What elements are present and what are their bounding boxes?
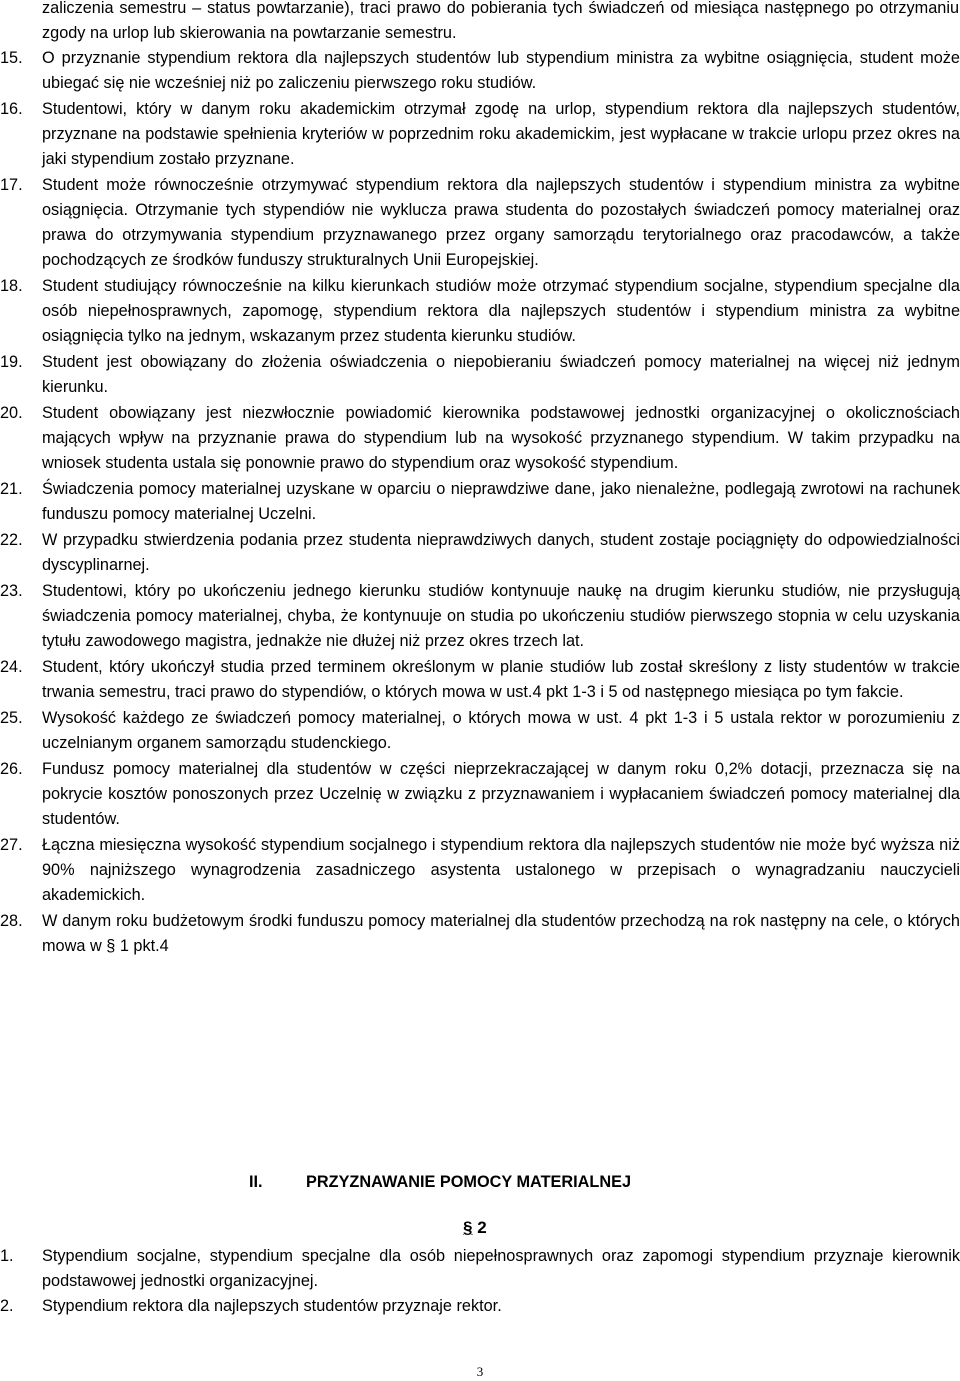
item-text: Student studiujący równocześnie na kilku kierunkach studiów może otrzymać stypendium socjalne, stypendium specjalne dla osób niepełnosprawnych, zapomogę, stypendium rektora dla najlepszych studentów i stypendium ministra za wybitne osiągnięcia tylko na jednym, wskazanym przez studenta kierunku studiów.	[42, 277, 960, 345]
item-text: Stypendium socjalne, stypendium specjalne dla osób niepełnosprawnych oraz zapomogi stypendium przyznaje kierownik podstawowej jednostki organizacyjnej.	[42, 1247, 960, 1290]
paragraph-mark	[463, 1215, 487, 1240]
list-item	[0, 1244, 960, 1294]
item-number: 22.	[0, 531, 23, 549]
item-number: 20.	[0, 404, 23, 422]
item-text: Studentowi, który w danym roku akademickim otrzymał zgodę na urlop, stypendium rektora dla najlepszych studentów, przyznane na podstawie spełnienia kryteriów w poprzednim roku akademickim, jest wypłacane w trakcie urlopu przez okres na jaki stypendium zostało przyznane.	[42, 100, 960, 168]
item-text: Wysokość każdego ze świadczeń pomocy materialnej, o których mowa w ust. 4 pkt 1-3 i 5 ustala rektor w porozumieniu z uczelnianym organem samorządu studenckiego.	[42, 709, 960, 752]
item-number: 19.	[0, 353, 23, 371]
list-item	[0, 909, 960, 959]
item-number: 16.	[0, 100, 23, 118]
item-text: W przypadku stwierdzenia podania przez studenta nieprawdziwych danych, student zostaje pociągnięty do odpowiedzialności dyscyplinarnej.	[42, 531, 960, 574]
item-number: 23.	[0, 582, 23, 600]
continuation-line-2: następnego po otrzymaniu zgody na urlop lub skierowania na powtarzanie semestru.	[42, 0, 960, 42]
item-text: O przyznanie stypendium rektora dla najlepszych studentów lub stypendium ministra za wybitne osiągnięcia, student może ubiegać się nie wcześniej niż po zaliczeniu pierwszego roku studiów.	[42, 49, 960, 92]
item-number: 2.	[0, 1297, 14, 1315]
section-items-list	[0, 1244, 960, 1319]
item-number: 18.	[0, 277, 23, 295]
list-item	[0, 655, 960, 705]
item-text: Student obowiązany jest niezwłocznie powiadomić kierownika podstawowej jednostki organizacyjnej o okolicznościach mających wpływ na przyznanie prawa do stypendium lub na wysokość przyznanego stypendium. W takim przypadku na wniosek studenta ustala się ponownie prawo do stypendium oraz wysokość stypendium.	[42, 404, 960, 472]
item-text: Studentowi, który po ukończeniu jednego kierunku studiów kontynuuje naukę na drugim kierunku studiów, nie przysługują świadczenia pomocy materialnej, chyba, że kontynuuje on studia po ukończeniu studiów pierwszego stopnia w celu uzyskania tytułu zawodowego magistra, jednakże nie dłużej niż przez okres trzech lat.	[42, 582, 960, 650]
list-item	[0, 274, 960, 349]
item-number: 27.	[0, 836, 23, 854]
list-item	[0, 46, 960, 96]
item-number: 17.	[0, 176, 23, 194]
paragraph-number: 2	[477, 1218, 487, 1237]
paragraph-sign: §	[463, 1218, 473, 1237]
list-item	[0, 1294, 960, 1319]
item-text: Student jest obowiązany do złożenia oświadczenia o niepobieraniu świadczeń pomocy materialnej na więcej niż jednym kierunku.	[42, 353, 960, 396]
item-text: Świadczenia pomocy materialnej uzyskane w oparciu o nieprawdziwe dane, jako nienależne, podlegają zwrotowi na rachunek funduszu pomocy materialnej Uczelni.	[42, 480, 960, 523]
item-number: 21.	[0, 480, 23, 498]
list-item	[0, 97, 960, 172]
regulation-items-list	[0, 46, 960, 959]
item-text: Łączna miesięczna wysokość stypendium socjalnego i stypendium rektora dla najlepszych studentów nie może być wyższa niż 90% najniższego wynagrodzenia zasadniczego asystenta ustalonego w przepisach o wynagradzaniu nauczycieli akademickich.	[42, 836, 960, 904]
page-number: 3	[476, 1364, 484, 1379]
list-item	[0, 833, 960, 908]
list-item	[0, 173, 960, 273]
list-item	[0, 528, 960, 578]
item-text: Stypendium rektora dla najlepszych studentów przyznaje rektor.	[42, 1297, 502, 1315]
item-text: Student może równocześnie otrzymywać stypendium rektora dla najlepszych studentów i stypendium ministra za wybitne osiągnięcia. Otrzymanie tych stypendiów nie wyklucza prawa studenta do pozostałych świadczeń pomocy materialnej oraz prawa do otrzymywania stypendium przyznawanego przez organy samorządu terytorialnego oraz pracodawców, a także pochodzących ze środków funduszy strukturalnych Unii Europejskiej.	[42, 176, 960, 269]
item-number: 25.	[0, 709, 23, 727]
list-item	[0, 706, 960, 756]
item-text: Student, który ukończył studia przed terminem określonym w planie studiów lub został skreślony z listy studentów w trakcie trwania semestru, traci prawo do stypendiów, o których mowa w ust.4 pkt 1-3 i 5 od następnego miesiąca po tym fakcie.	[42, 658, 960, 701]
list-item	[0, 757, 960, 832]
section-title: PRZYZNAWANIE POMOCY MATERIALNEJ	[306, 1173, 632, 1191]
continuation-line-1: zaliczenia semestru – status powtarzanie), traci prawo do pobierania tych świadczeń od miesiąca	[42, 0, 759, 17]
item-number: 26.	[0, 760, 23, 778]
item-text: W danym roku budżetowym środki funduszu pomocy materialnej dla studentów przechodzą na rok następny na cele, o których mowa w § 1 pkt.4	[42, 912, 960, 955]
continuation-paragraph	[0, 0, 959, 46]
list-item	[0, 477, 960, 527]
item-number: 28.	[0, 912, 23, 930]
item-number: 15.	[0, 49, 23, 67]
section-roman-numeral: II.	[249, 1173, 263, 1191]
item-text: Fundusz pomocy materialnej dla studentów w części nieprzekraczającej w danym roku 0,2% dotacji, przeznacza się na pokrycie kosztów ponoszonych przez Uczelnię w związku z przyznawaniem i wypłacaniem świadczeń pomocy materialnej dla studentów.	[42, 760, 960, 828]
item-number: 1.	[0, 1247, 14, 1265]
item-number: 24.	[0, 658, 23, 676]
list-item	[0, 579, 960, 654]
list-item	[0, 350, 960, 400]
list-item	[0, 401, 960, 476]
